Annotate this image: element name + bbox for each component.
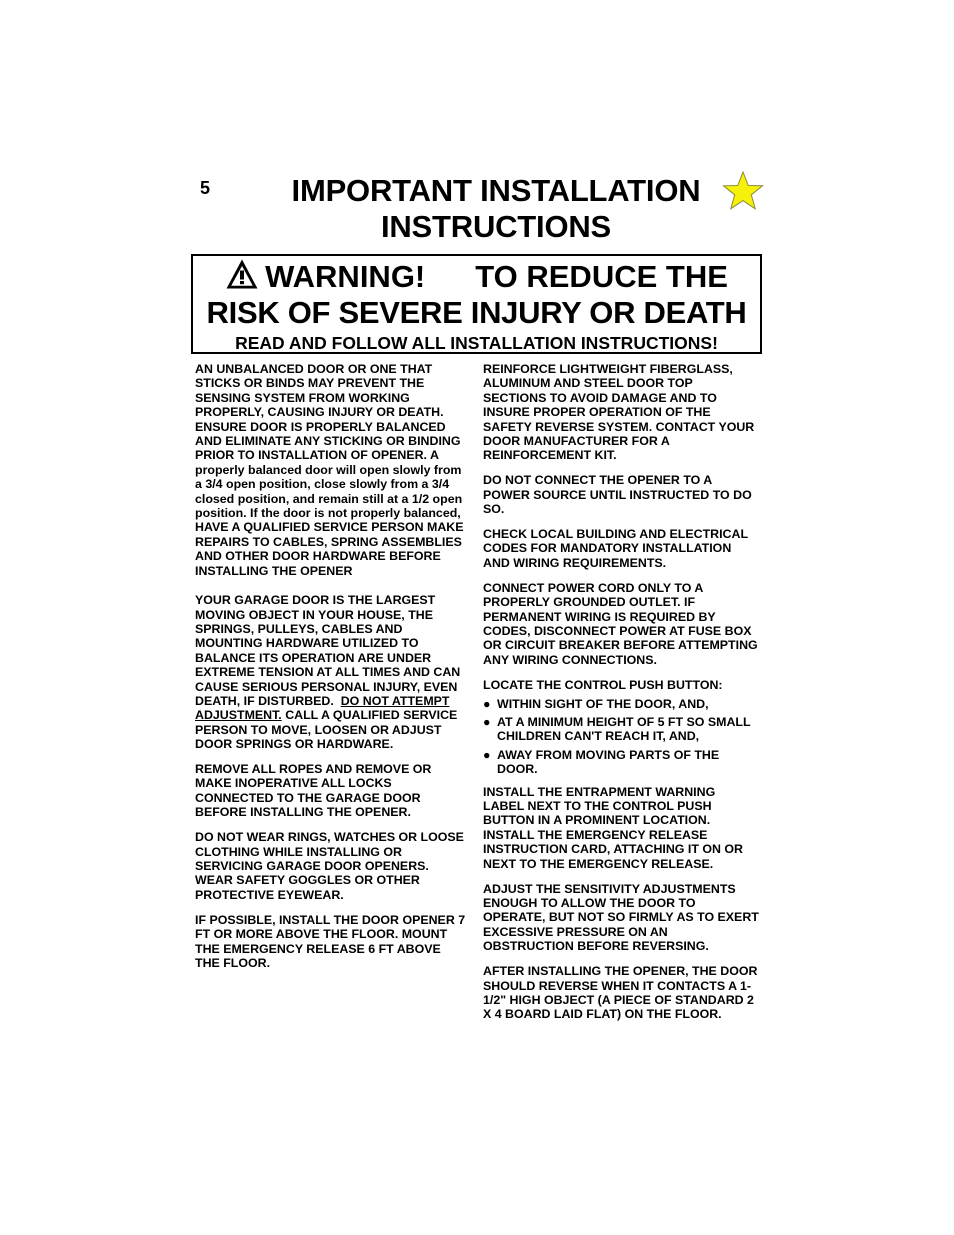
bullet-icon: ● [483,715,491,730]
page-title [190,173,802,245]
bullet-icon: ● [483,747,491,762]
paragraph-text: properly balanced door will open slowly from a 3/4 open position, close slowly from a 3/4 closed position, and remain still at a 1/2 open position. If the door is not properly balanced, [195,462,463,521]
underlined-warning-text: DO NOT ATTEMPT ADJUSTMENT. [195,693,450,723]
paragraph-entrapment-label: INSTALL THE ENTRAPMENT WARNING LABEL NEXT TO THE CONTROL PUSH BUTTON IN A PROMINENT LOCATION. INSTALL THE EMERGENCY RELEASE INSTRUCTION CARD, ATTACHING IT ON OR NEXT TO THE EMERGENCY RELEASE. [483,784,743,871]
list-item [483,748,759,777]
warning-heading-line-1 [193,258,760,295]
title-line-2: INSTRUCTIONS [380,209,612,244]
bullet-icon: ● [483,696,491,711]
warning-heading-line-2: RISK OF SEVERE INJURY OR DEATH [206,295,747,330]
warning-heading-part-1: TO REDUCE THE [475,259,728,294]
warning-subheading: READ AND FOLLOW ALL INSTALLATION INSTRUCTIONS! [235,333,718,353]
paragraph-text: YOUR GARAGE DOOR IS THE LARGEST MOVING OBJECT IN YOUR HOUSE, THE SPRINGS, PULLEYS, CABLES AND MOUNTING HARDWARE UTILIZED TO BALANCE ITS OPERATION ARE UNDER EXTREME TENSION AT ALL TIMES AND CAN CAUSE SERIOUS PERSONAL INJURY, EVEN DEATH, IF DISTURBED. [195,593,461,708]
list-item-text: AWAY FROM MOVING PARTS OF THE DOOR. [497,747,720,777]
title-line-1: IMPORTANT INSTALLATION [291,173,701,208]
list-item [483,697,759,711]
right-column [483,362,759,1032]
warning-triangle-icon [225,258,259,290]
paragraph-mounting-height: IF POSSIBLE, INSTALL THE DOOR OPENER 7 FT OR MORE ABOVE THE FLOOR. MOUNT THE EMERGENCY RELEASE 6 FT ABOVE THE FLOOR. [195,912,466,970]
push-button-location-list [483,697,759,777]
paragraph-text: AN UNBALANCED DOOR OR ONE THAT STICKS OR BINDS MAY PREVENT THE SENSING SYSTEM FROM WORKING PROPERLY, CAUSING INJURY OR DEATH. ENSURE DOOR IS PROPERLY BALANCED AND ELIMINATE ANY STICKING OR BINDING PRIOR TO INSTALLATION OF OPENER. A [195,362,461,463]
paragraph-text: HAVE A QUALIFIED SERVICE PERSON MAKE REPAIRS TO CABLES, SPRING ASSEMBLIES AND OTHER DOOR HARDWARE BEFORE INSTALLING THE OPENER [195,520,464,578]
paragraph-door-balance [195,362,467,578]
paragraph-power-source: DO NOT CONNECT THE OPENER TO A POWER SOURCE UNTIL INSTRUCTED TO DO SO. [483,473,752,517]
list-item-text: WITHIN SIGHT OF THE DOOR, AND, [497,696,709,711]
paragraph-local-codes: CHECK LOCAL BUILDING AND ELECTRICAL CODES FOR MANDATORY INSTALLATION AND WIRING REQUIREMENTS. [483,527,748,570]
paragraph-reverse-test: AFTER INSTALLING THE OPENER, THE DOOR SHOULD REVERSE WHEN IT CONTACTS A 1-1/2" HIGH OBJECT (A PIECE OF STANDARD 2 X 4 BOARD LAID FLAT) ON THE FLOOR. [483,964,758,1022]
paragraph-power-cord: CONNECT POWER CORD ONLY TO A PROPERLY GROUNDED OUTLET. IF PERMANENT WIRING IS REQUIRED BY CODES, DISCONNECT POWER AT FUSE BOX OR CIRCUIT BREAKER BEFORE ATTEMPTING ANY WIRING CONNECTIONS. [483,580,758,667]
paragraph-remove-ropes: REMOVE ALL ROPES AND REMOVE OR MAKE INOPERATIVE ALL LOCKS CONNECTED TO THE GARAGE DOOR BEFORE INSTALLING THE OPENER. [195,762,432,820]
warning-box [191,254,762,354]
list-item [483,715,759,744]
left-column [195,362,467,981]
warning-word: WARNING! [265,259,426,294]
paragraph-push-button: LOCATE THE CONTROL PUSH BUTTON: [483,677,723,692]
paragraph-garage-door-tension [195,593,467,751]
list-item-text: AT A MINIMUM HEIGHT OF 5 FT SO SMALL CHILDREN CAN'T REACH IT, AND, [497,715,751,744]
page-number: 5 [200,178,211,198]
paragraph-text: CALL A QUALIFIED SERVICE PERSON TO MOVE, LOOSEN OR ADJUST DOOR SPRINGS OR HARDWARE. [195,708,458,752]
star-icon [722,170,764,212]
paragraph-sensitivity: ADJUST THE SENSITIVITY ADJUSTMENTS ENOUGH TO ALLOW THE DOOR TO OPERATE, BUT NOT SO FIRMLY AS TO EXERT EXCESSIVE PRESSURE ON AN OBSTRUCTION BEFORE REVERSING. [483,881,759,954]
paragraph-reinforce: REINFORCE LIGHTWEIGHT FIBERGLASS, ALUMINUM AND STEEL DOOR TOP SECTIONS TO AVOID DAMAGE AND TO INSURE PROPER OPERATION OF THE SAFETY REVERSE SYSTEM. CONTACT YOUR DOOR MANUFACTURER FOR A REINFORCEMENT KIT. [483,362,755,463]
paragraph-clothing: DO NOT WEAR RINGS, WATCHES OR LOOSE CLOTHING WHILE INSTALLING OR SERVICING GARAGE DOOR OPENERS. WEAR SAFETY GOGGLES OR OTHER PROTECTIVE EYEWEAR. [195,830,464,902]
